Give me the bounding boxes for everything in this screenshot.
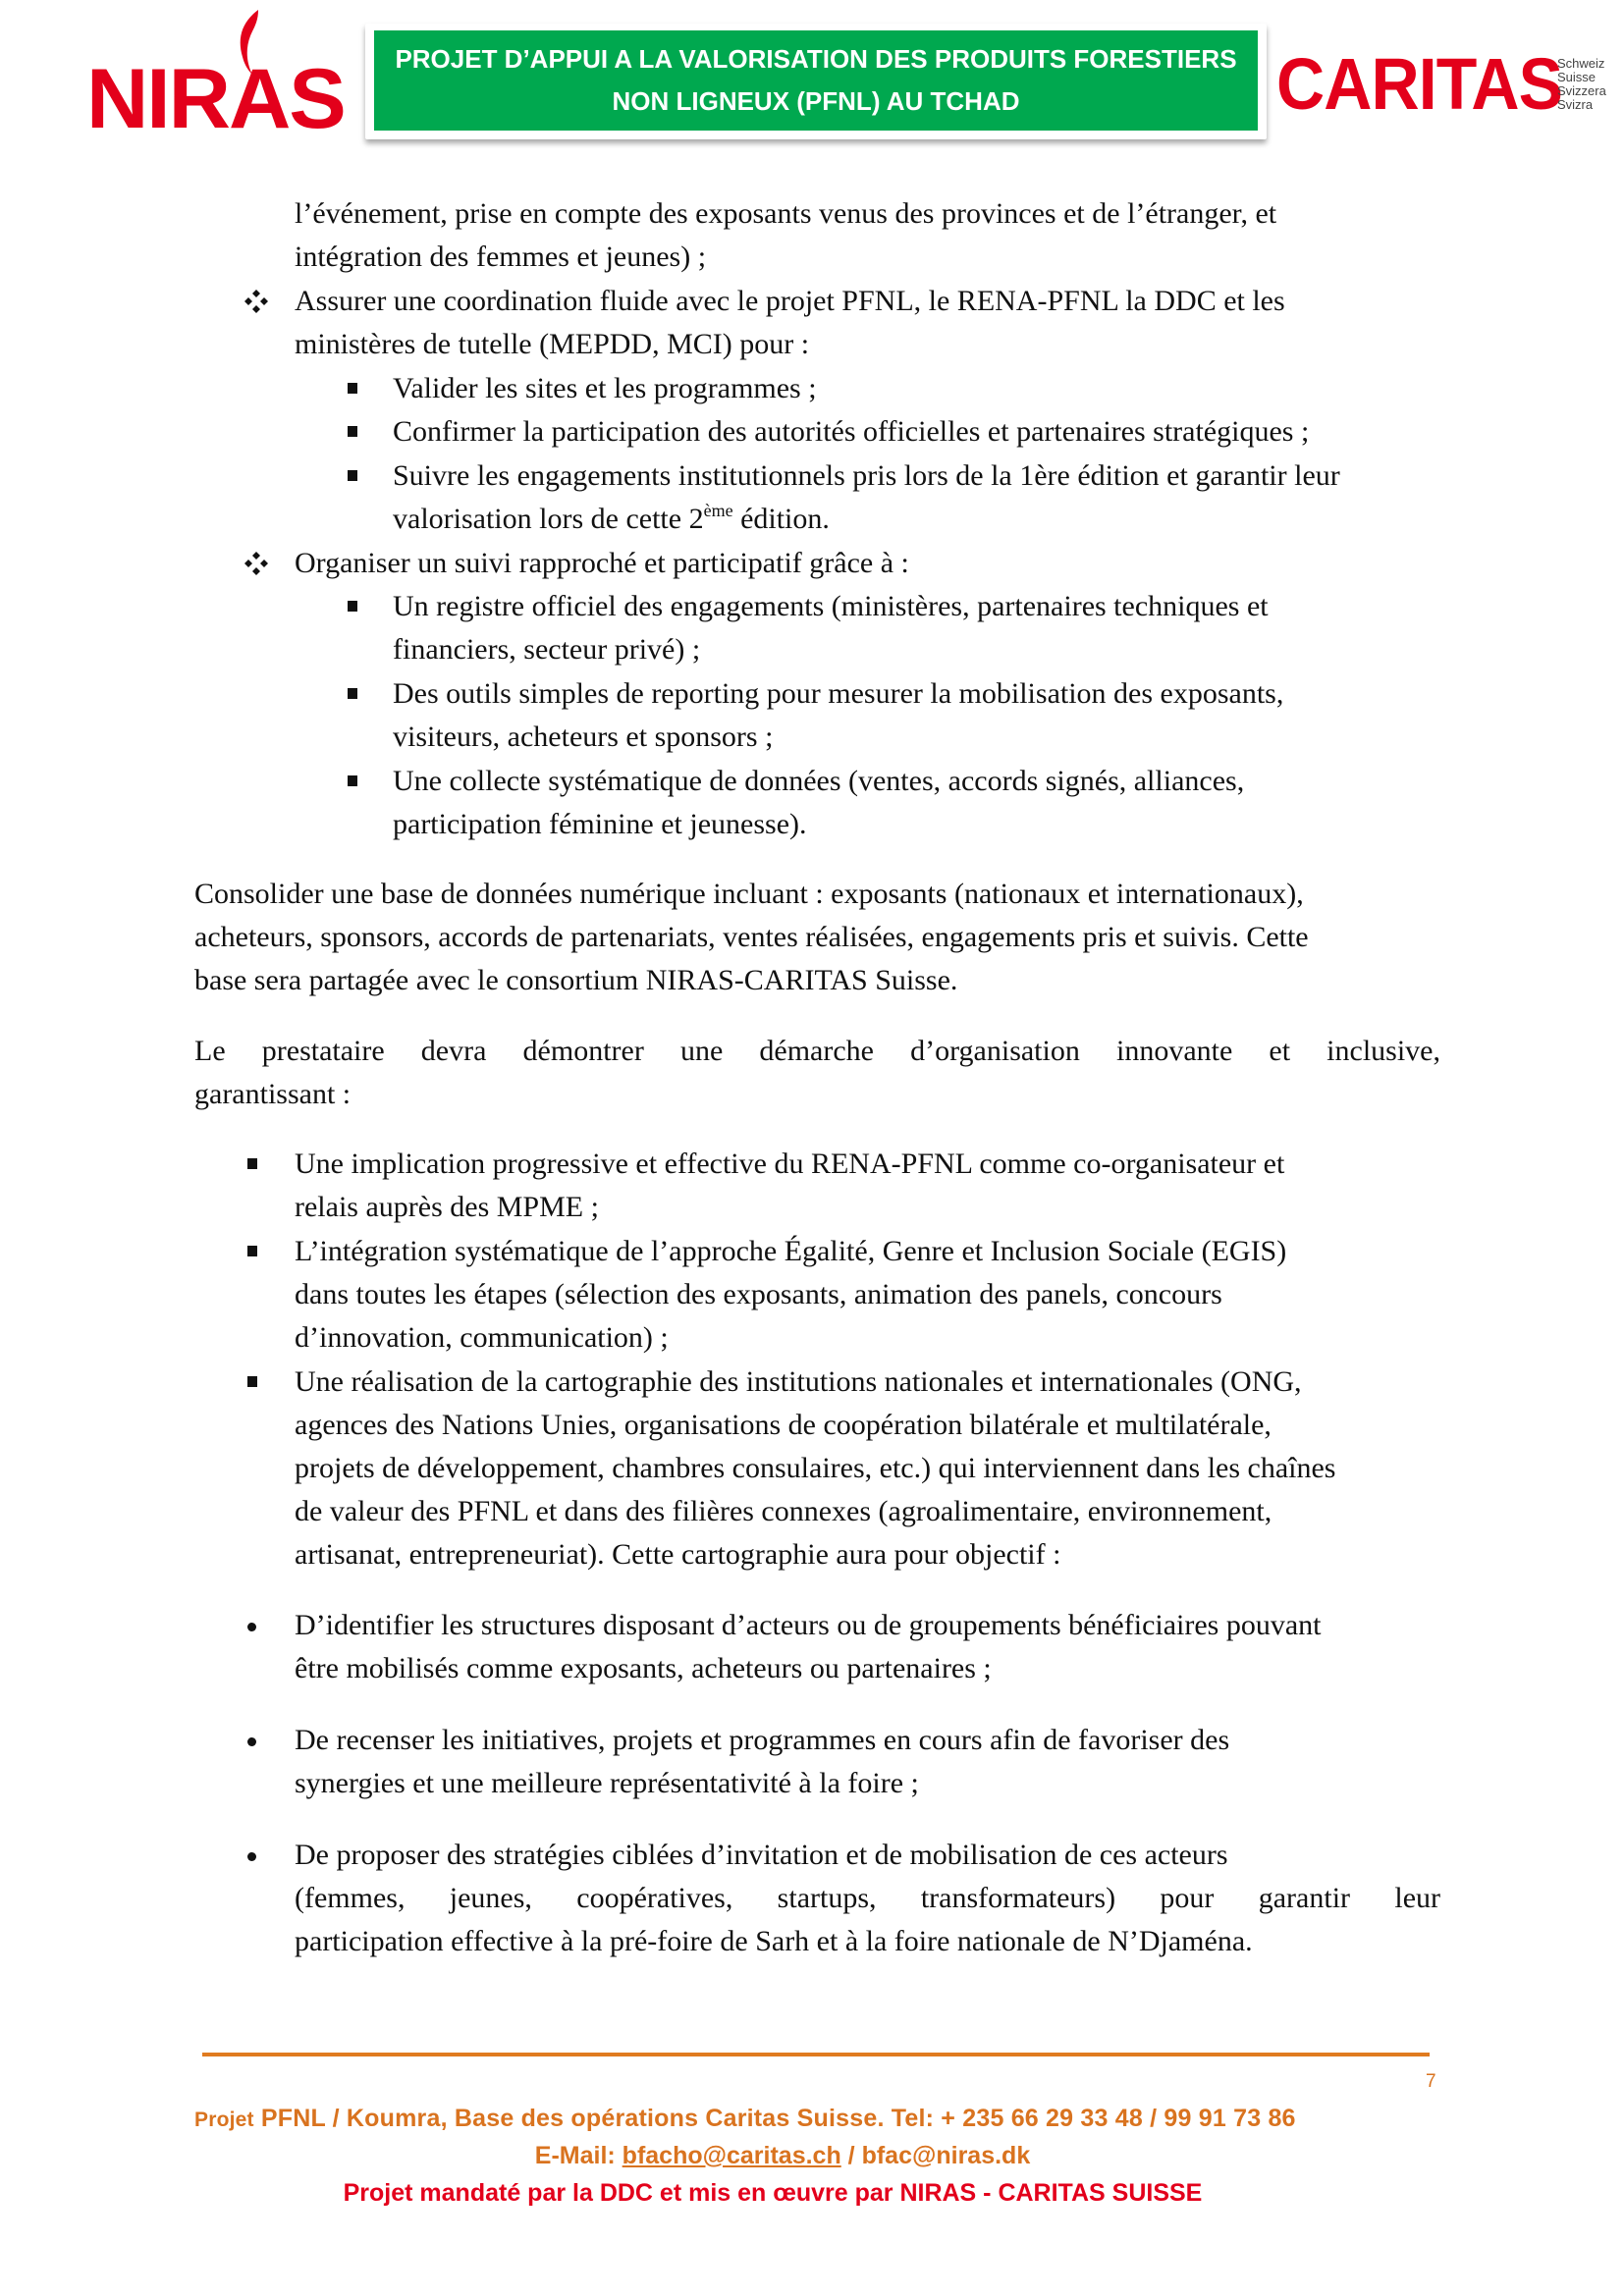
mapping-objective-line: De recenser les initiatives, projets et programmes en cours afin de favoriser des (295, 1724, 1230, 1756)
objective-line: Organiser un suivi rapproché et participatif grâce à : (295, 547, 909, 579)
header-banner-frame (365, 24, 1267, 139)
square-bullet-icon (348, 775, 357, 786)
sub-item-line: visiteurs, acheteurs et sponsors ; (393, 721, 774, 753)
square-bullet-icon (348, 688, 357, 699)
footer-email (0, 2142, 1595, 2170)
sub-item-line: Valider les sites et les programmes ; (393, 372, 817, 404)
sub-item-line: Des outils simples de reporting pour mesurer la mobilisation des exposants, (393, 677, 1284, 710)
objective-line: ministères de tutelle (MEPDD, MCI) pour : (295, 328, 810, 360)
sub-item-line: participation féminine et jeunesse). (393, 808, 807, 840)
guarantee-line: dans toutes les étapes (sélection des exposants, animation des panels, concours (295, 1278, 1222, 1310)
mapping-objective-line: être mobilisés comme exposants, acheteurs ou partenaires ; (295, 1652, 992, 1684)
continuation-line: intégration des femmes et jeunes) ; (295, 240, 707, 273)
square-bullet-icon (348, 470, 357, 481)
guarantee-line: d’innovation, communication) ; (295, 1321, 669, 1354)
footer-contact-prefix: Projet (194, 2109, 254, 2131)
square-bullet-icon (348, 601, 357, 612)
sub-item-line: Une collecte systématique de données (ventes, accords signés, alliances, (393, 765, 1245, 797)
footer-contact-text: PFNL / Koumra, Base des opérations Caritas Suisse. Tel: + 235 66 29 33 48 / 99 91 73 86 (253, 2105, 1296, 2132)
mapping-objective-line: participation effective à la pré-foire de Sarh et à la foire nationale de N’Djaména. (295, 1925, 1253, 1957)
text-span: valorisation lors de cette 2 (393, 503, 704, 535)
mapping-objective-line: De proposer des stratégies ciblées d’invitation et de mobilisation de ces acteurs (295, 1839, 1228, 1871)
caritas-lang: Suisse (1557, 70, 1597, 84)
footer-contact (194, 2105, 1624, 2133)
square-bullet-icon (247, 1158, 257, 1169)
niras-wordmark: NIRAS (86, 52, 345, 146)
continuation-line: l’événement, prise en compte des exposants venus des provinces et de l’étranger, et (295, 197, 1277, 230)
superscript: ème (703, 501, 733, 520)
paragraph-line: acheteurs, sponsors, accords de partenariats, ventes réalisées, engagements pris et suivis. Cette (194, 921, 1309, 953)
guarantee-line: Une réalisation de la cartographie des institutions nationales et internationales (ONG, (295, 1365, 1302, 1398)
guarantee-line: agences des Nations Unies, organisations de coopération bilatérale et multilatérale, (295, 1409, 1272, 1441)
email-link-caritas[interactable]: bfacho@caritas.ch (622, 2142, 841, 2169)
guarantee-line: L’intégration systématique de l’approche Égalité, Genre et Inclusion Sociale (EGIS) (295, 1235, 1287, 1267)
dot-bullet-icon (247, 1737, 256, 1746)
diamond-four-icon (243, 550, 270, 577)
paragraph-line: garantissant : (194, 1078, 352, 1110)
guarantee-line: projets de développement, chambres consulaires, etc.) qui interviennent dans les chaînes (295, 1452, 1336, 1484)
square-bullet-icon (247, 1376, 257, 1387)
sub-item-line: Suivre les engagements institutionnels pris lors de la 1ère édition et garantir leur (393, 459, 1340, 492)
guarantee-line: de valeur des PFNL et dans des filières connexes (agroalimentaire, environnement, (295, 1495, 1272, 1527)
guarantee-line: relais auprès des MPME ; (295, 1191, 599, 1223)
banner-title-line-2: NON LIGNEUX (PFNL) AU TCHAD (612, 86, 1020, 116)
guarantee-line: Une implication progressive et effective du RENA-PFNL comme co-organisateur et (295, 1148, 1285, 1180)
diamond-four-icon (243, 288, 270, 315)
footer-mandate: Projet mandaté par la DDC et mis en œuvre par NIRAS - CARITAS SUISSE (343, 2179, 1203, 2207)
caritas-lang: Svizra (1557, 97, 1594, 112)
niras-logo (86, 6, 347, 146)
caritas-lang: Schweiz (1557, 56, 1605, 71)
paragraph-line: Consolider une base de données numérique incluant : exposants (nationaux et internationaux), (194, 878, 1304, 910)
guarantee-line: artisanat, entrepreneuriat). Cette cartographie aura pour objectif : (295, 1538, 1061, 1571)
square-bullet-icon (247, 1246, 257, 1256)
header-banner (374, 30, 1258, 131)
caritas-wordmark: CARITAS (1276, 43, 1563, 125)
dot-bullet-icon (247, 1852, 256, 1861)
text-span: édition. (732, 503, 830, 535)
sub-item-line: Confirmer la participation des autorités officielles et partenaires stratégiques ; (393, 415, 1310, 448)
sub-item-line (393, 498, 1440, 542)
email-niras: bfac@niras.dk (861, 2142, 1031, 2169)
caritas-lang: Svizzera (1557, 83, 1606, 98)
email-separator: / (840, 2142, 862, 2169)
objective-line: Assurer une coordination fluide avec le projet PFNL, le RENA-PFNL la DDC et les (295, 285, 1285, 317)
mapping-objective-line: synergies et une meilleure représentativité à la foire ; (295, 1767, 919, 1799)
footer-divider (202, 2053, 1430, 2056)
paragraph-line: base sera partagée avec le consortium NIRAS-CARITAS Suisse. (194, 964, 958, 996)
sub-item-line: Un registre officiel des engagements (ministères, partenaires techniques et (393, 590, 1269, 622)
dot-bullet-icon (247, 1623, 256, 1631)
caritas-languages (1557, 57, 1606, 112)
caritas-logo (1276, 43, 1606, 125)
sub-item-line: financiers, secteur privé) ; (393, 633, 701, 666)
paragraph-line: Le prestataire devra démontrer une démarche d’organisation innovante et inclusive, (194, 1035, 1440, 1067)
email-label: E-Mail: (534, 2142, 623, 2169)
banner-title-line-1: PROJET D’APPUI A LA VALORISATION DES PRODUITS FORESTIERS (395, 44, 1237, 74)
mapping-objective-line: D’identifier les structures disposant d’acteurs ou de groupements bénéficiaires pouvant (295, 1609, 1322, 1641)
page-number: 7 (1426, 2071, 1436, 2092)
square-bullet-icon (348, 426, 357, 437)
mapping-objective-line: (femmes, jeunes, coopératives, startups, transformateurs) pour garantir leur (295, 1882, 1440, 1914)
square-bullet-icon (348, 383, 357, 394)
